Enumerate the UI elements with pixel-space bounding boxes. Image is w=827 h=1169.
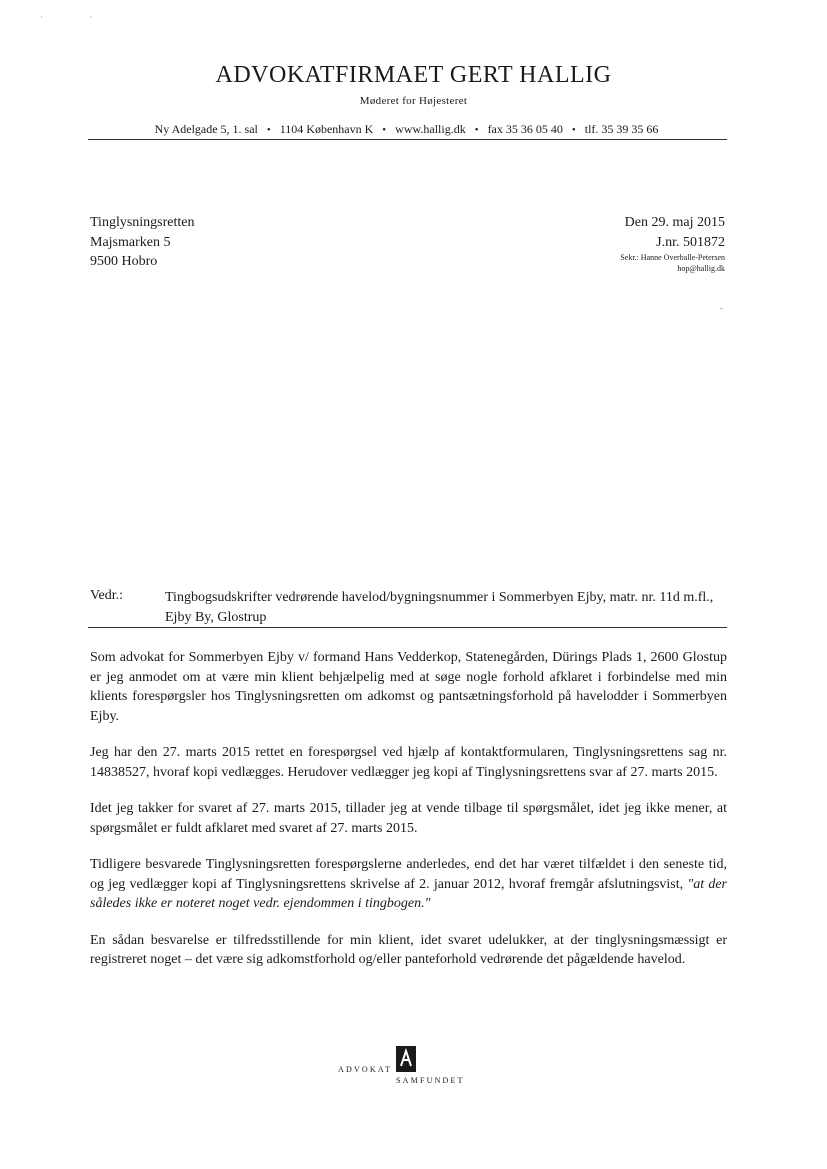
secretary-email: hop@hallig.dk xyxy=(677,264,725,273)
logo-text-advokat: ADVOKAT xyxy=(338,1065,393,1074)
body-paragraph-3: Idet jeg takker for svaret af 27. marts 2015, tillader jeg at vende tilbage til spørgsmålet, idet jeg ikke mener, at spørgsmålet er fuldt afklaret med svaret af 27. marts 2015. xyxy=(90,801,727,836)
subject-label: Vedr.: xyxy=(90,588,124,603)
recipient-city: 9500 Hobro xyxy=(90,254,158,269)
contact-fax: fax 35 36 05 40 xyxy=(487,122,563,136)
recipient-street: Majsmarken 5 xyxy=(90,234,171,250)
body-paragraph-4-text: Tidligere besvarede Tinglysningsretten forespørgslerne anderledes, end det har været tilfældet i den seneste tid, og jeg vedlægger kopi af Tinglysningsrettens skrivelse af 2. januar 2012, hvoraf fremgår afslutningsvist, xyxy=(90,857,727,892)
secretary-name: Sekr.: Hanne Overballe-Petersen xyxy=(620,253,725,262)
contact-city: 1104 København K xyxy=(279,122,374,136)
body-paragraph-2: Jeg har den 27. marts 2015 rettet en forespørgsel ved hjælp af kontaktformularen, Tinglysningsrettens sag nr. 14838527, hvoraf kopi vedlægges. Herudover vedlægger jeg kopi af Tinglysningsrettens svar af 27. marts 2015. xyxy=(90,745,727,780)
header-divider xyxy=(88,139,727,140)
contact-address: Ny Adelgade 5, 1. sal xyxy=(154,122,258,136)
body-paragraph-5: En sådan besvarelse er tilfredsstillende for min klient, idet svaret udelukker, at der tinglysningsmæssigt er registreret noget – det være sig adkomstforhold og/eller panteforhold vedrørende det pågældende havelod. xyxy=(90,932,727,967)
recipient-address xyxy=(90,213,195,272)
letter-body xyxy=(90,648,727,987)
logo-text-samfundet: SAMFUNDET xyxy=(396,1076,465,1085)
scan-dash xyxy=(720,308,723,309)
letter-meta xyxy=(620,213,725,274)
body-paragraph-4-quote: "at der således ikke er noteret noget vedr. ejendommen i tingbogen." xyxy=(90,876,727,911)
letter-date: Den 29. maj 2015 xyxy=(624,215,725,230)
journal-number: J.nr. 501872 xyxy=(656,234,725,250)
contact-website: www.hallig.dk xyxy=(395,122,466,136)
scan-marks: · · xyxy=(40,12,115,22)
logo-emblem-icon xyxy=(396,1046,416,1072)
subject-divider xyxy=(88,627,727,628)
firm-subtitle: Møderet for Højesteret xyxy=(359,95,468,107)
bullet-separator: • xyxy=(266,124,271,136)
contact-phone: tlf. 35 39 35 66 xyxy=(584,122,659,136)
body-paragraph-1: Som advokat for Sommerbyen Ejby v/ formand Hans Vedderkop, Statenegården, Dürings Plads 1, 2600 Glostup er jeg anmodet om at være min klient behjælpelig med at søge nogle forhold afklaret i forbindelse med min klients forespørgsler hos Tinglysningsretten om adkomst og pantsætningsforhold på havelodder i Sommerbyen Ejby. xyxy=(90,650,727,724)
subject-text: Tingbogsudskrifter vedrørende havelod/bygningsnummer i Sommerbyen Ejby, matr. nr. 11d m.fl., Ejby By, Glostrup xyxy=(165,590,714,625)
bullet-separator: • xyxy=(571,124,576,136)
bullet-separator: • xyxy=(474,124,479,136)
body-paragraph-4 xyxy=(90,855,727,914)
recipient-name: Tinglysningsretten xyxy=(90,215,195,230)
advokatsamfundet-logo xyxy=(338,1046,478,1086)
bullet-separator: • xyxy=(382,124,387,136)
contact-line xyxy=(88,122,725,137)
firm-name: ADVOKATFIRMAET GERT HALLIG xyxy=(215,62,612,88)
